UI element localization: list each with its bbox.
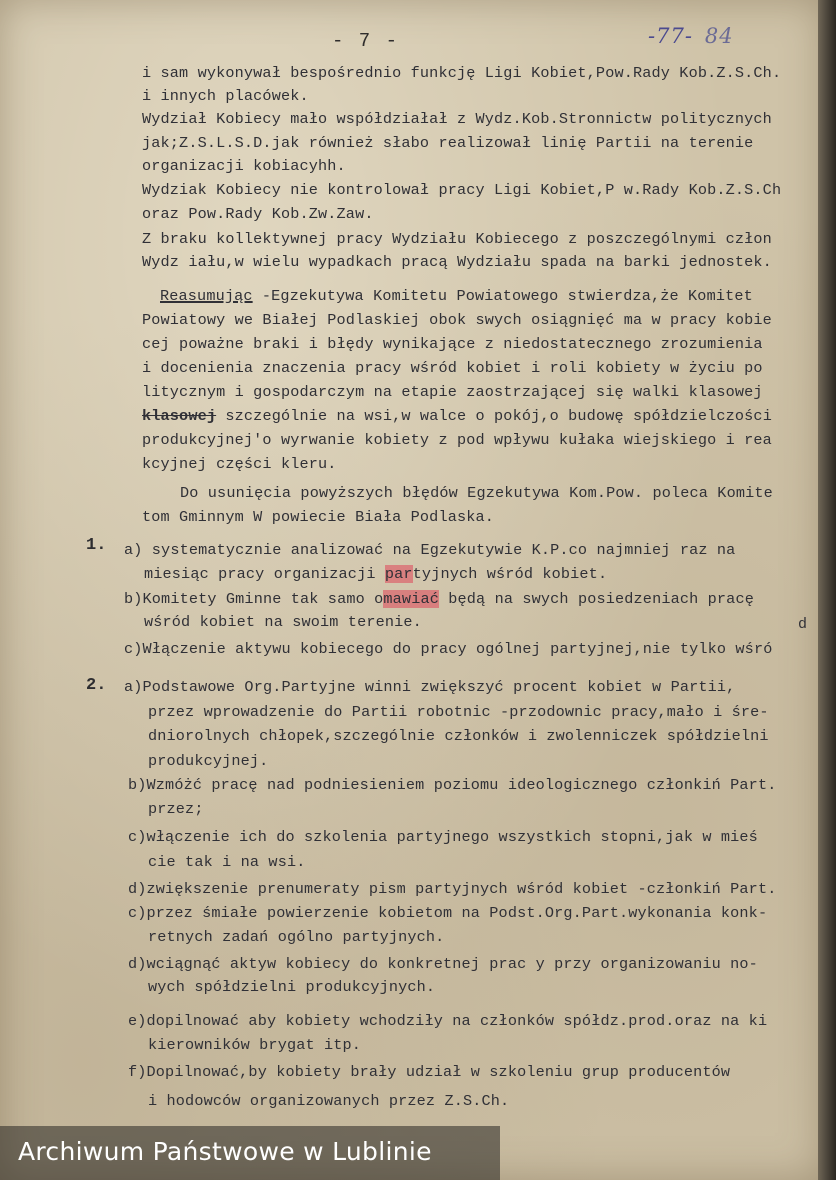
text-line: i innych placówek. [142, 87, 309, 105]
list-item: cie tak i na wsi. [148, 853, 306, 871]
list-item: wych spółdzielni produkcyjnych. [148, 978, 436, 996]
summary-line: produkcyjnej'o wyrwanie kobiety z pod wpływu kułaka wiejskiego i rea [142, 431, 772, 449]
struck-word: klasowej [142, 407, 217, 425]
page-edge-shadow [818, 0, 836, 1180]
text-line: jak;Z.S.L.S.D.jak również słabo realizował linię Partii na terenie [142, 134, 754, 152]
archive-number-secondary: 84 [704, 24, 734, 48]
list-item: a) systematycznie analizować na Egzekutywie K.P.co najmniej raz na [124, 541, 736, 559]
summary-line: Powiatowy we Białej Podlaskiej obok swych osiągnięć ma w pracy kobie [142, 311, 772, 329]
text-line: organizacji kobiacyhh. [142, 157, 346, 175]
list-item: f)Dopilnować,by kobiety brały udział w szkoleniu grup producentów [128, 1063, 731, 1081]
list-item: kierowników brygat itp. [148, 1036, 362, 1054]
list-item: przez; [148, 800, 204, 818]
section-number-1: 1. [86, 536, 107, 555]
summary-line: Reasumując -Egzekutywa Komitetu Powiatowego stwierdza,że Komitet [160, 287, 753, 305]
text-line: Wydz iału,w wielu wypadkach pracą Wydziału spada na barki jednostek. [142, 253, 772, 271]
summary-line: klasowej szczególnie na wsi,w walce o pokój,o budowę spółdzielczości [142, 407, 772, 425]
list-item: retnych zadań ogólno partyjnych. [148, 928, 445, 946]
summary-line: litycznym i gospodarczym na etapie zaostrzającej się walki klasowej [142, 383, 763, 401]
summary-line: kcyjnej części kleru. [142, 455, 337, 473]
summary-line: cej poważne braki i błędy wynikające z niedostatecznego zrozumienia [142, 335, 763, 353]
text-line: Wydział Kobiecy mało współdziałał z Wydz.Kob.Stronnictw politycznych [142, 110, 772, 128]
summary-lead-word: Reasumując [160, 287, 253, 305]
archive-number-primary: -77- [648, 24, 693, 48]
archive-watermark: Archiwum Państwowe w Lublinie [18, 1137, 432, 1166]
directive-line: Do usunięcia powyższych błędów Egzekutywa Kom.Pow. poleca Komite [180, 484, 773, 502]
archive-number [648, 24, 734, 48]
section-number-2: 2. [86, 676, 107, 695]
list-item: b)Wzmóżć pracę nad podniesieniem poziomu ideologicznego członkiń Part. [128, 776, 777, 794]
list-item: b)Komitety Gminne tak samo omawiać będą na swych posiedzeniach pracę [124, 590, 754, 608]
text-line: oraz Pow.Rady Kob.Zw.Zaw. [142, 205, 374, 223]
list-item: d)zwiększenie prenumeraty pism partyjnych wśród kobiet -członkiń Part. [128, 880, 777, 898]
list-item: dniorolnych chłopek,szczególnie członków i zwolenniczek spółdzielni [148, 727, 769, 745]
list-item: miesiąc pracy organizacji partyjnych wśród kobiet. [144, 565, 608, 583]
text-line: Wydziak Kobiecy nie kontrolował pracy Ligi Kobiet,P w.Rady Kob.Z.S.Ch [142, 181, 782, 199]
text-line: Z braku kollektywnej pracy Wydziału Kobiecego z poszczególnymi człon [142, 230, 772, 248]
margin-mark: d [798, 616, 808, 633]
highlight-mark: par [384, 565, 413, 583]
list-item: c)przez śmiałe powierzenie kobietom na Podst.Org.Part.wykonania konk- [128, 904, 768, 922]
list-item: c)Włączenie aktywu kobiecego do pracy ogólnej partyjnej,nie tylko wśró [124, 640, 773, 658]
summary-line: i docenienia znaczenia pracy wśród kobiet i roli kobiety w życiu po [142, 359, 763, 377]
list-item: c)włączenie ich do szkolenia partyjnego wszystkich stopni,jak w mieś [128, 828, 758, 846]
list-item: przez wprowadzenie do Partii robotnic -przodownic pracy,mało i śre- [148, 703, 769, 721]
page-number: - 7 - [332, 30, 400, 52]
list-item: a)Podstawowe Org.Partyjne winni zwiększyć procent kobiet w Partii, [124, 678, 736, 696]
list-item: e)dopilnować aby kobiety wchodziły na członków spółdz.prod.oraz na ki [128, 1012, 768, 1030]
list-item: i hodowców organizowanych przez Z.S.Ch. [148, 1092, 510, 1110]
highlight-mark: mawiać [383, 590, 439, 608]
text-line: i sam wykonywał bespośrednio funkcję Ligi Kobiet,Pow.Rady Kob.Z.S.Ch. [142, 64, 782, 82]
list-item: wśród kobiet na swoim terenie. [144, 613, 422, 631]
list-item: produkcyjnej. [148, 752, 269, 770]
directive-line: tom Gminnym W powiecie Biała Podlaska. [142, 508, 495, 526]
list-item: d)wciągnąć aktyw kobiecy do konkretnej prac y przy organizowaniu no- [128, 955, 758, 973]
